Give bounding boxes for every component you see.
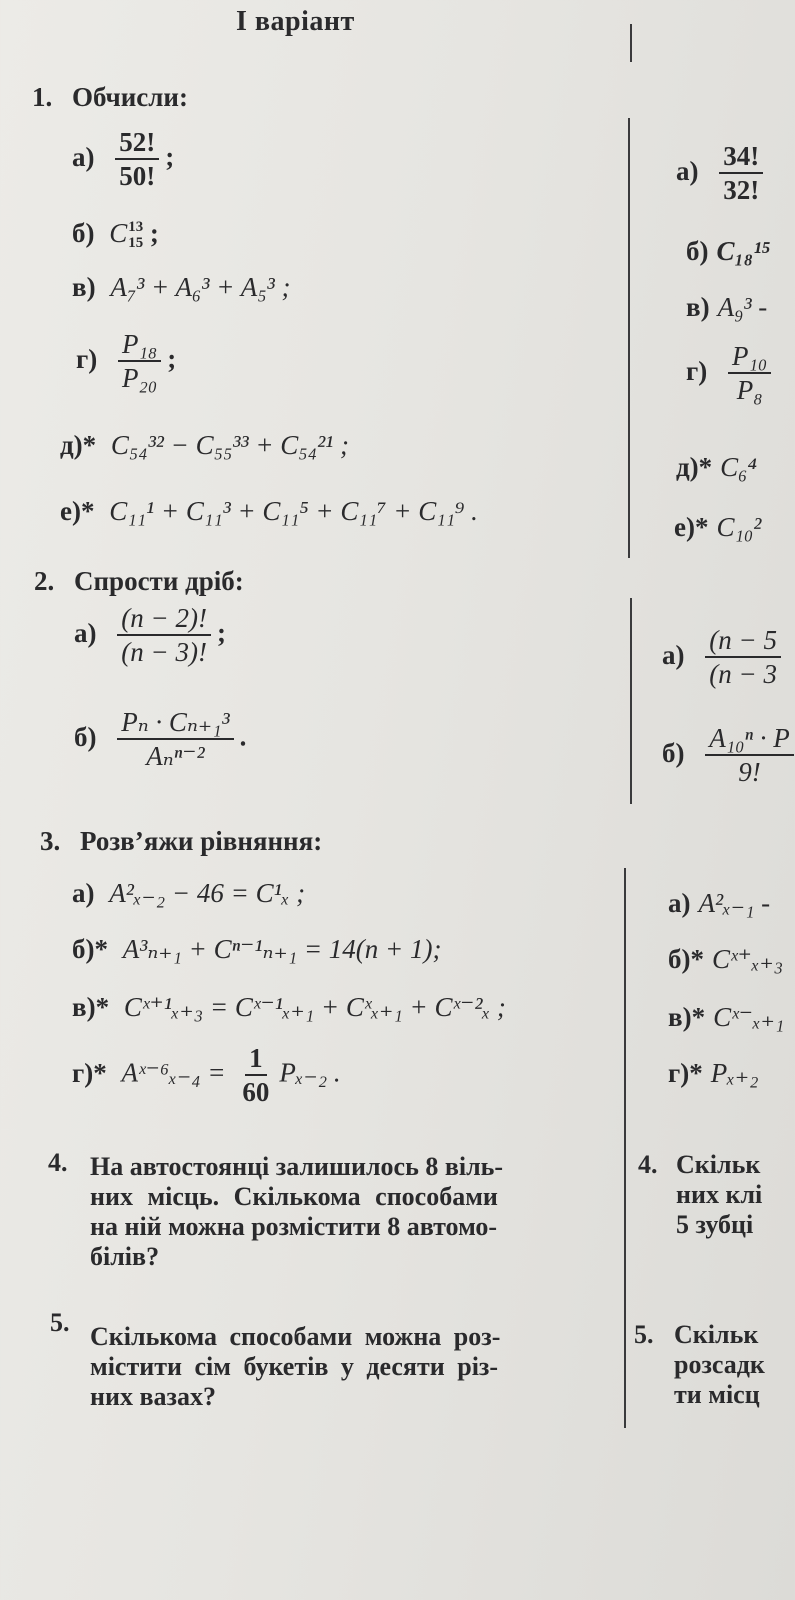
right-task-4-line: них клі (676, 1180, 763, 1209)
right-task-2a-denominator: (n − 3 (709, 659, 777, 690)
task-3-text: Розв’яжи рівняння: (80, 826, 323, 856)
task-2b-denominator: Aₙⁿ⁻² (146, 741, 205, 772)
right-task-2a-label: а) (662, 639, 685, 670)
task-2b-label: б) (74, 721, 97, 752)
task-5-text (90, 1322, 500, 1412)
column-divider-3 (624, 868, 626, 1428)
task-4-text (90, 1152, 503, 1272)
task-3g-numerator: 1 (245, 1044, 267, 1076)
right-task-4-number: 4. (638, 1150, 658, 1179)
right-task-3v (668, 1002, 784, 1033)
right-task-2a (662, 626, 787, 689)
task-1g-denominator: P₂₀ (122, 363, 158, 394)
right-task-1g (686, 342, 777, 405)
task-1d-label: д)* (60, 430, 97, 460)
task-1-heading (32, 82, 188, 113)
right-task-4-line: 5 зубці (676, 1210, 754, 1239)
task-2a-end: ; (216, 617, 226, 648)
column-divider-2 (630, 598, 632, 804)
right-task-1d-label: д)* (676, 452, 713, 482)
right-task-3b (668, 944, 783, 975)
task-2b-end: . (239, 721, 247, 752)
task-2a (74, 604, 226, 667)
task-1v (72, 272, 290, 303)
task-1e-expression: C₁₁¹ + C₁₁³ + C₁₁⁵ + C₁₁⁷ + C₁₁⁹ . (109, 496, 478, 526)
task-5-line: містити сім букетів у десяти різ- (90, 1352, 499, 1381)
task-1a-denominator: 50! (119, 161, 156, 192)
right-task-3b-label: б)* (668, 944, 704, 974)
right-task-3v-expression: Cˣ⁻ₓ₊₁ (713, 1002, 785, 1032)
task-3g-denominator: 60 (242, 1077, 270, 1108)
task-1g-label: г) (76, 343, 98, 374)
task-3g-fraction (238, 1044, 273, 1107)
task-2-text: Спрости дріб: (74, 566, 244, 596)
task-2a-denominator: (n − 3)! (121, 637, 207, 668)
task-4-line: них місць. Скількома способами (90, 1182, 498, 1211)
right-task-2b-denominator: 9! (738, 757, 761, 788)
right-task-5-text (674, 1320, 765, 1410)
task-4-line: на ній можна розмістити 8 автомо- (90, 1212, 498, 1241)
task-2-number: 2. (34, 566, 55, 596)
task-1d (60, 430, 349, 461)
task-3b (72, 934, 442, 965)
right-task-5-line: ти місц (674, 1380, 760, 1409)
task-1d-expression: C₅₄³² − C₅₅³³ + C₅₄²¹ ; (110, 430, 350, 460)
task-1-text: Обчисли: (72, 82, 188, 112)
task-1a-fraction (115, 128, 159, 191)
task-1e-label: е)* (60, 496, 95, 526)
right-task-1b-expression: C₁₈¹⁵ (716, 236, 771, 266)
right-task-2b-numerator: A₁₀ⁿ · P (705, 724, 794, 756)
task-2b-fraction (117, 708, 233, 771)
task-1b-base: C (109, 218, 128, 248)
task-3a-label: а) (72, 878, 95, 908)
right-task-1a-label: а) (676, 155, 699, 186)
task-3b-label: б)* (72, 934, 108, 964)
right-task-3g-expression: Pₓ₊₂ (710, 1058, 759, 1088)
task-5-line: них вазах? (90, 1382, 216, 1411)
task-2b-numerator: Pₙ · Cₙ₊₁³ (117, 708, 233, 740)
right-task-1v (686, 292, 767, 323)
right-task-1d (676, 452, 757, 483)
right-task-1e-expression: C₁₀² (716, 512, 762, 542)
right-task-2b (662, 724, 795, 787)
right-task-3a (668, 888, 770, 919)
right-task-1b (686, 236, 771, 267)
task-1g-numerator: P₁₈ (118, 330, 161, 362)
task-3g-lhs: Aˣ⁻⁶ₓ₋₄ = (121, 1057, 226, 1088)
task-1b-end: ; (149, 218, 159, 248)
task-4-number: 4. (48, 1148, 68, 1177)
right-task-1v-expression: A₉³ - (717, 292, 768, 322)
task-3v-label: в)* (72, 992, 110, 1022)
task-1g-fraction (118, 330, 161, 393)
right-task-3a-expression: A²ₓ₋₁ - (698, 888, 771, 918)
column-divider-1 (628, 118, 630, 558)
right-task-3v-label: в)* (668, 1002, 706, 1032)
task-2a-label: а) (74, 617, 97, 648)
page-title: І варіант (236, 6, 355, 37)
right-task-2b-label: б) (662, 737, 685, 768)
task-3a (72, 878, 305, 909)
task-1g-end: ; (167, 343, 177, 374)
task-1e (60, 496, 478, 527)
top-divider-line (630, 24, 632, 62)
task-1a-end: ; (165, 141, 175, 172)
right-task-1g-numerator: P₁₀ (728, 342, 771, 374)
task-2b (74, 708, 246, 771)
task-2a-fraction (117, 604, 211, 667)
task-1a-label: а) (72, 141, 95, 172)
task-1b (72, 218, 159, 252)
task-1b-label: б) (72, 218, 95, 248)
right-task-2a-fraction (705, 626, 781, 689)
task-5-line: Скількома способами можна роз- (90, 1322, 501, 1351)
task-1v-expression: A₇³ + A₆³ + A₅³ ; (110, 272, 291, 302)
right-task-1d-expression: C₆⁴ (720, 452, 757, 482)
task-3g (72, 1044, 341, 1107)
task-1b-sub: 15 (128, 235, 144, 252)
right-task-3g-label: г)* (668, 1058, 703, 1088)
task-3g-label: г)* (72, 1057, 107, 1088)
right-task-4-text (676, 1150, 762, 1240)
task-3-number: 3. (40, 826, 61, 856)
right-task-2b-fraction (705, 724, 794, 787)
task-1-number: 1. (32, 82, 53, 112)
right-task-3b-expression: Cˣ⁺ₓ₊₃ (712, 944, 784, 974)
right-task-1v-label: в) (686, 292, 710, 322)
right-task-1e (674, 512, 761, 543)
right-task-5-line: розсадк (674, 1350, 765, 1379)
task-1a (72, 128, 174, 191)
right-task-1b-label: б) (686, 236, 709, 266)
right-task-1a (676, 142, 769, 205)
task-3v (72, 992, 506, 1023)
right-task-1a-denominator: 32! (723, 175, 760, 206)
task-1g (76, 330, 176, 393)
task-3b-expression: A³ₙ₊₁ + Cⁿ⁻¹ₙ₊₁ = 14(n + 1); (122, 934, 442, 964)
right-task-5-number: 5. (634, 1320, 654, 1349)
task-1b-sup: 13 (128, 218, 144, 235)
task-1v-label: в) (72, 272, 96, 302)
right-task-1g-fraction (728, 342, 771, 405)
task-2a-numerator: (n − 2)! (117, 604, 211, 636)
right-task-1g-denominator: P₈ (736, 375, 763, 406)
task-4-line: На автостоянці залишилось 8 віль- (90, 1152, 504, 1181)
right-task-1g-label: г) (686, 355, 708, 386)
right-task-2a-numerator: (n − 5 (705, 626, 781, 658)
right-task-5-line: Скільк (674, 1320, 759, 1349)
task-3-heading (40, 826, 322, 857)
right-task-1a-numerator: 34! (719, 142, 763, 174)
task-3g-rhs: Pₓ₋₂ . (279, 1057, 341, 1088)
task-3a-expression: A²ₓ₋₂ − 46 = C¹ₓ ; (109, 878, 306, 908)
task-1a-numerator: 52! (115, 128, 159, 160)
task-5-number: 5. (50, 1308, 70, 1337)
right-task-3g (668, 1058, 759, 1089)
right-task-4-line: Скільк (676, 1150, 761, 1179)
task-2-heading (34, 566, 244, 597)
right-task-1e-label: е)* (674, 512, 709, 542)
right-task-1a-fraction (719, 142, 763, 205)
right-task-3a-label: а) (668, 888, 691, 918)
task-3v-expression: Cˣ⁺¹ₓ₊₃ = Cˣ⁻¹ₓ₊₁ + Cˣₓ₊₁ + Cˣ⁻²ₓ ; (123, 992, 506, 1022)
task-4-line: білів? (90, 1242, 160, 1271)
